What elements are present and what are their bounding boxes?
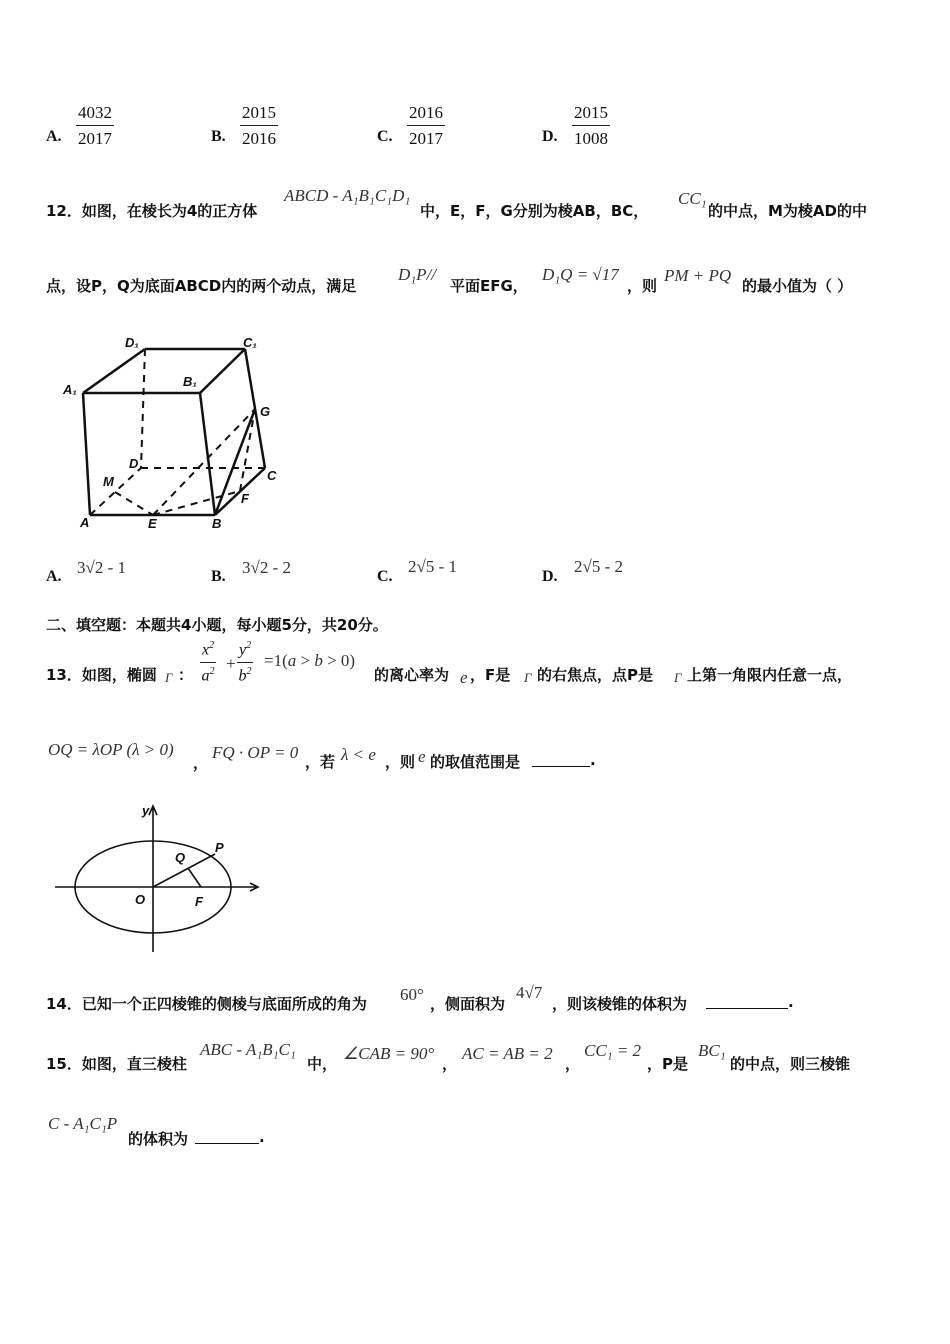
- q12-text-5: 平面EFG，: [450, 277, 528, 295]
- numerator: 4032: [76, 104, 114, 126]
- label-A: A: [80, 515, 90, 530]
- label-B: B: [212, 516, 222, 531]
- label-y: y: [142, 803, 150, 818]
- q13-text-1: 13．如图，椭圆: [46, 666, 157, 684]
- q11-option-d-fraction: [572, 104, 610, 147]
- q12-option-a-value: 3√2 - 1: [77, 558, 126, 577]
- q11-option-c-letter: C.: [377, 128, 393, 145]
- q12-text-4: 点，设P，Q为底面ABCD内的两个动点，满足: [46, 277, 357, 295]
- label-G: G: [260, 404, 271, 419]
- q14-period: .: [788, 993, 794, 1011]
- q13-answer-blank[interactable]: [532, 766, 590, 767]
- q12-text-2: 中，E，F，G分别为棱AB，BC，: [420, 202, 649, 220]
- q13-gamma-2: Γ: [524, 670, 532, 685]
- q13-text-8: 的取值范围是: [430, 753, 521, 771]
- q15-pyramid: C - A₁C₁P: [48, 1114, 118, 1133]
- x-frac: $\frac{x^2}{a^2}$: [201, 640, 215, 685]
- q11-option-d-letter: D.: [542, 128, 558, 145]
- q15-comma-2: ，: [565, 1055, 581, 1073]
- q13-text-5: 上第一角限内任意一点，: [687, 666, 853, 684]
- q12-text-1: 12．如图，在棱长为4的正方体: [46, 202, 258, 220]
- q14-angle: 60°: [400, 985, 424, 1004]
- numerator: 2016: [407, 104, 445, 126]
- q12-text-6: ，则: [627, 277, 658, 295]
- q15-comma-1: ，: [442, 1055, 458, 1073]
- q12-text-7: 的最小值为（ ）: [742, 277, 853, 295]
- q14-area: 4√7: [516, 983, 543, 1002]
- q14-answer-blank[interactable]: [706, 1008, 788, 1009]
- q13-vector-1: OQ = λOP (λ > 0): [48, 740, 174, 759]
- denominator: 2017: [78, 129, 112, 148]
- y-frac: $\frac{y^2}{b^2}$: [238, 640, 252, 685]
- q12-option-c-letter: C.: [377, 568, 393, 585]
- numerator: 2015: [240, 104, 278, 126]
- q15-answer-blank[interactable]: [195, 1143, 259, 1144]
- q13-vector-2: FQ · OP = 0: [212, 743, 299, 762]
- q13-ellipse-equation: $\frac{x^2}{a^2}$ + $\frac{y^2}{b^2}$ =1(a > b > 0): [201, 640, 356, 685]
- q12-option-d-letter: D.: [542, 568, 558, 585]
- q11-option-a-fraction: [76, 104, 114, 147]
- q11-option-c-fraction: [407, 104, 445, 147]
- q11-option-b-fraction: [240, 104, 278, 147]
- q13-gamma: Γ: [165, 670, 173, 685]
- q12-text-3: 的中点，M为棱AD的中: [708, 202, 867, 220]
- q15-text-4: 的中点，则三棱锥: [730, 1055, 851, 1073]
- q13-text-2: 的离心率为: [374, 666, 450, 684]
- q13-gamma-3: Γ: [674, 670, 682, 685]
- q14-text-2: ，侧面积为: [430, 995, 506, 1013]
- label-D: D: [129, 456, 139, 471]
- q13-text-6: ，若: [305, 753, 336, 771]
- q13-comma: ，: [193, 754, 209, 772]
- label-F: F: [241, 491, 249, 506]
- q15-condition-1: ∠CAB = 90°: [343, 1044, 435, 1063]
- q13-e: e: [460, 668, 468, 687]
- q12-edge: CC₁: [678, 189, 707, 208]
- section-2-heading: 二、填空题：本题共4小题，每小题5分，共20分。: [46, 616, 388, 634]
- cube-figure: [55, 330, 295, 535]
- label-C1: C₁: [243, 335, 257, 350]
- q15-period: .: [259, 1128, 265, 1146]
- q13-e-2: e: [418, 747, 426, 766]
- q13-text-4: 的右焦点，点P是: [537, 666, 653, 684]
- label-P: P: [215, 840, 224, 855]
- q13-text-7: ，则: [385, 753, 416, 771]
- q13-condition: λ < e: [341, 745, 376, 764]
- q15-text-1: 15．如图，直三棱柱: [46, 1055, 187, 1073]
- denominator: 2016: [242, 129, 276, 148]
- q15-text-2: 中，: [307, 1055, 338, 1073]
- q15-text-5: 的体积为: [128, 1130, 189, 1148]
- q15-condition-3: CC₁ = 2: [584, 1041, 642, 1060]
- q12-option-a-letter: A.: [46, 568, 62, 585]
- q15-prism: ABC - A₁B₁C₁: [200, 1040, 296, 1059]
- q12-option-c-value: 2√5 - 1: [408, 557, 457, 576]
- q13-colon: ：: [178, 666, 194, 684]
- denominator: 2017: [409, 129, 443, 148]
- q12-cube-name: ABCD - A₁B₁C₁D₁: [284, 186, 411, 205]
- q15-bc1: BC₁: [698, 1041, 726, 1060]
- q12-option-b-value: 3√2 - 2: [242, 558, 291, 577]
- q14-text-1: 14．已知一个正四棱锥的侧棱与底面所成的角为: [46, 995, 367, 1013]
- label-M: M: [103, 474, 114, 489]
- q14-text-3: ，则该棱锥的体积为: [552, 995, 688, 1013]
- label-E: E: [148, 516, 157, 531]
- label-D1: D₁: [125, 335, 139, 350]
- q15-condition-2: AC = AB = 2: [462, 1044, 553, 1063]
- label-O: O: [135, 892, 146, 907]
- q12-option-d-value: 2√5 - 2: [574, 557, 623, 576]
- label-B1: B₁: [183, 374, 197, 389]
- numerator: 2015: [572, 104, 610, 126]
- q12-option-b-letter: B.: [211, 568, 226, 585]
- q12-expression: PM + PQ: [664, 266, 732, 285]
- q12-condition-2: D₁Q = √17: [542, 265, 619, 284]
- q11-option-a-letter: A.: [46, 128, 62, 145]
- label-F: F: [195, 894, 203, 909]
- q11-option-b-letter: B.: [211, 128, 226, 145]
- label-C: C: [267, 468, 277, 483]
- ellipse-figure: [55, 800, 270, 960]
- q15-text-3: ，P是: [647, 1055, 688, 1073]
- label-Q: Q: [175, 850, 186, 865]
- q12-condition-1: D₁P//: [398, 265, 437, 284]
- label-A1: A₁: [63, 382, 77, 397]
- q13-text-3: ，F是: [470, 666, 511, 684]
- q13-period: .: [590, 751, 596, 769]
- denominator: 1008: [574, 129, 608, 148]
